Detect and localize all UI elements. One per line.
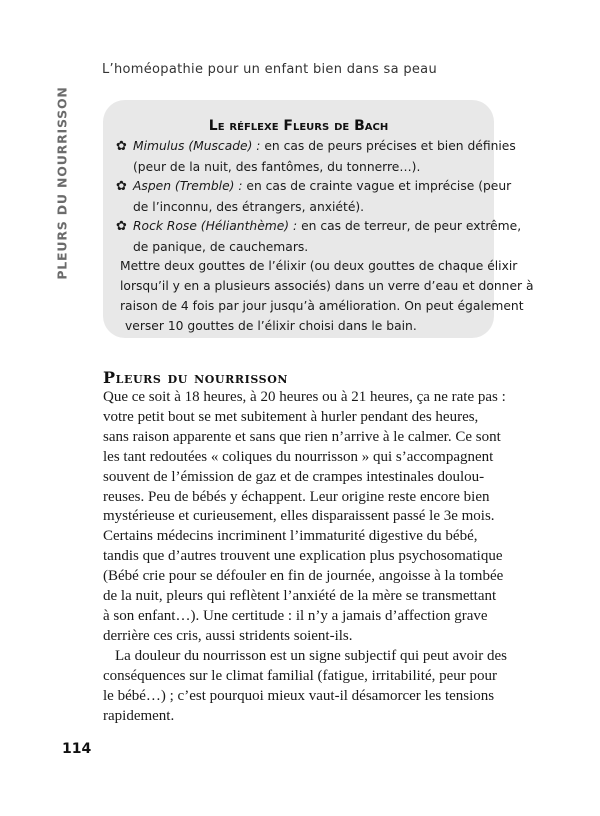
box-item: [116, 216, 521, 257]
body-line: rapidement.: [103, 707, 175, 724]
body-line: La douleur du nourrisson est un signe subjectif qui peut avoir des: [115, 647, 508, 664]
box-item: [116, 176, 511, 217]
paragraph-line: Mettre deux gouttes de l’élixir (ou deux gouttes de chaque élixir: [120, 259, 518, 273]
paragraph-line: raison de 4 fois par jour jusqu’à amélioration. On peut également: [120, 299, 524, 313]
body-line: votre petit bout se met subitement à hurler pendant des heures,: [103, 408, 479, 425]
item-text: en cas de peurs précises et bien définies: [260, 139, 516, 153]
side-tab: [52, 86, 72, 280]
plant-name: Rock Rose (Hélianthème) :: [133, 219, 298, 233]
body-line: conséquences sur le climat familial (fatigue, irritabilité, peur pour: [103, 667, 498, 684]
body-text: [103, 388, 508, 726]
flower-icon: ✿: [116, 179, 127, 194]
item-text: en cas de crainte vague et imprécise (peur: [242, 179, 512, 193]
body-line: derrière ces cris, aussi stridents soient-ils.: [103, 627, 353, 644]
body-line: souvent de l’émission de gaz et de crampes intestinales doulou-: [103, 468, 485, 485]
box-paragraph: [120, 256, 534, 336]
paragraph-line: verser 10 gouttes de l’élixir choisi dans le bain.: [125, 319, 417, 333]
flower-icon: ✿: [116, 219, 127, 234]
body-line: mystérieuse et curieusement, elles disparaissent passé le 3e mois.: [103, 508, 495, 525]
body-line: de la nuit, pleurs qui reflètent l’anxiété de la mère se transmettant: [103, 588, 497, 605]
body-line: à son enfant…). Une certitude : il n’y a jamais d’affection grave: [103, 607, 488, 624]
page-number: 114: [62, 741, 92, 757]
body-line: tandis que d’autres trouvent une explication plus psychosomatique: [103, 548, 503, 565]
item-text: de l’inconnu, des étrangers, anxiété).: [133, 200, 365, 214]
body-line: Que ce soit à 18 heures, à 20 heures ou à 21 heures, ça ne rate pas :: [103, 389, 506, 405]
side-tab-label: PLEURS DU NOURRISSON: [54, 86, 70, 280]
body-line: les tant redoutées « coliques du nourrisson » qui s’accompagnent: [103, 448, 494, 465]
running-head: L’homéopathie pour un enfant bien dans sa peau: [102, 62, 437, 77]
plant-name: Mimulus (Muscade) :: [133, 139, 261, 153]
box-item: [116, 136, 516, 177]
body-line: reuses. Peu de bébés y échappent. Leur origine reste encore bien: [103, 488, 490, 505]
body-line: (Bébé crie pour se défouler en fin de journée, angoisse à la tombée: [103, 568, 504, 585]
item-text: en cas de terreur, de peur extrême,: [297, 219, 522, 233]
flower-icon: ✿: [116, 139, 127, 154]
box-title: Le réflexe Fleurs de Bach: [208, 118, 389, 134]
paragraph-line: lorsqu’il y en a plusieurs associés) dans un verre d’eau et donner à: [120, 279, 534, 293]
plant-name: Aspen (Tremble) :: [133, 179, 243, 193]
body-line: le bébé…) ; c’est pourquoi mieux vaut-il désamorcer les tensions: [103, 687, 495, 704]
body-line: Certains médecins incriminent l’immaturité digestive du bébé,: [103, 528, 478, 545]
bach-flowers-box: [103, 100, 534, 338]
body-line: sans raison apparente et sans que rien n’arrive à le calmer. Ce sont: [103, 428, 501, 445]
section-title: Pleurs du nourrisson: [103, 368, 289, 387]
item-text: de panique, de cauchemars.: [133, 240, 309, 254]
item-text: (peur de la nuit, des fantômes, du tonnerre…).: [133, 160, 421, 174]
